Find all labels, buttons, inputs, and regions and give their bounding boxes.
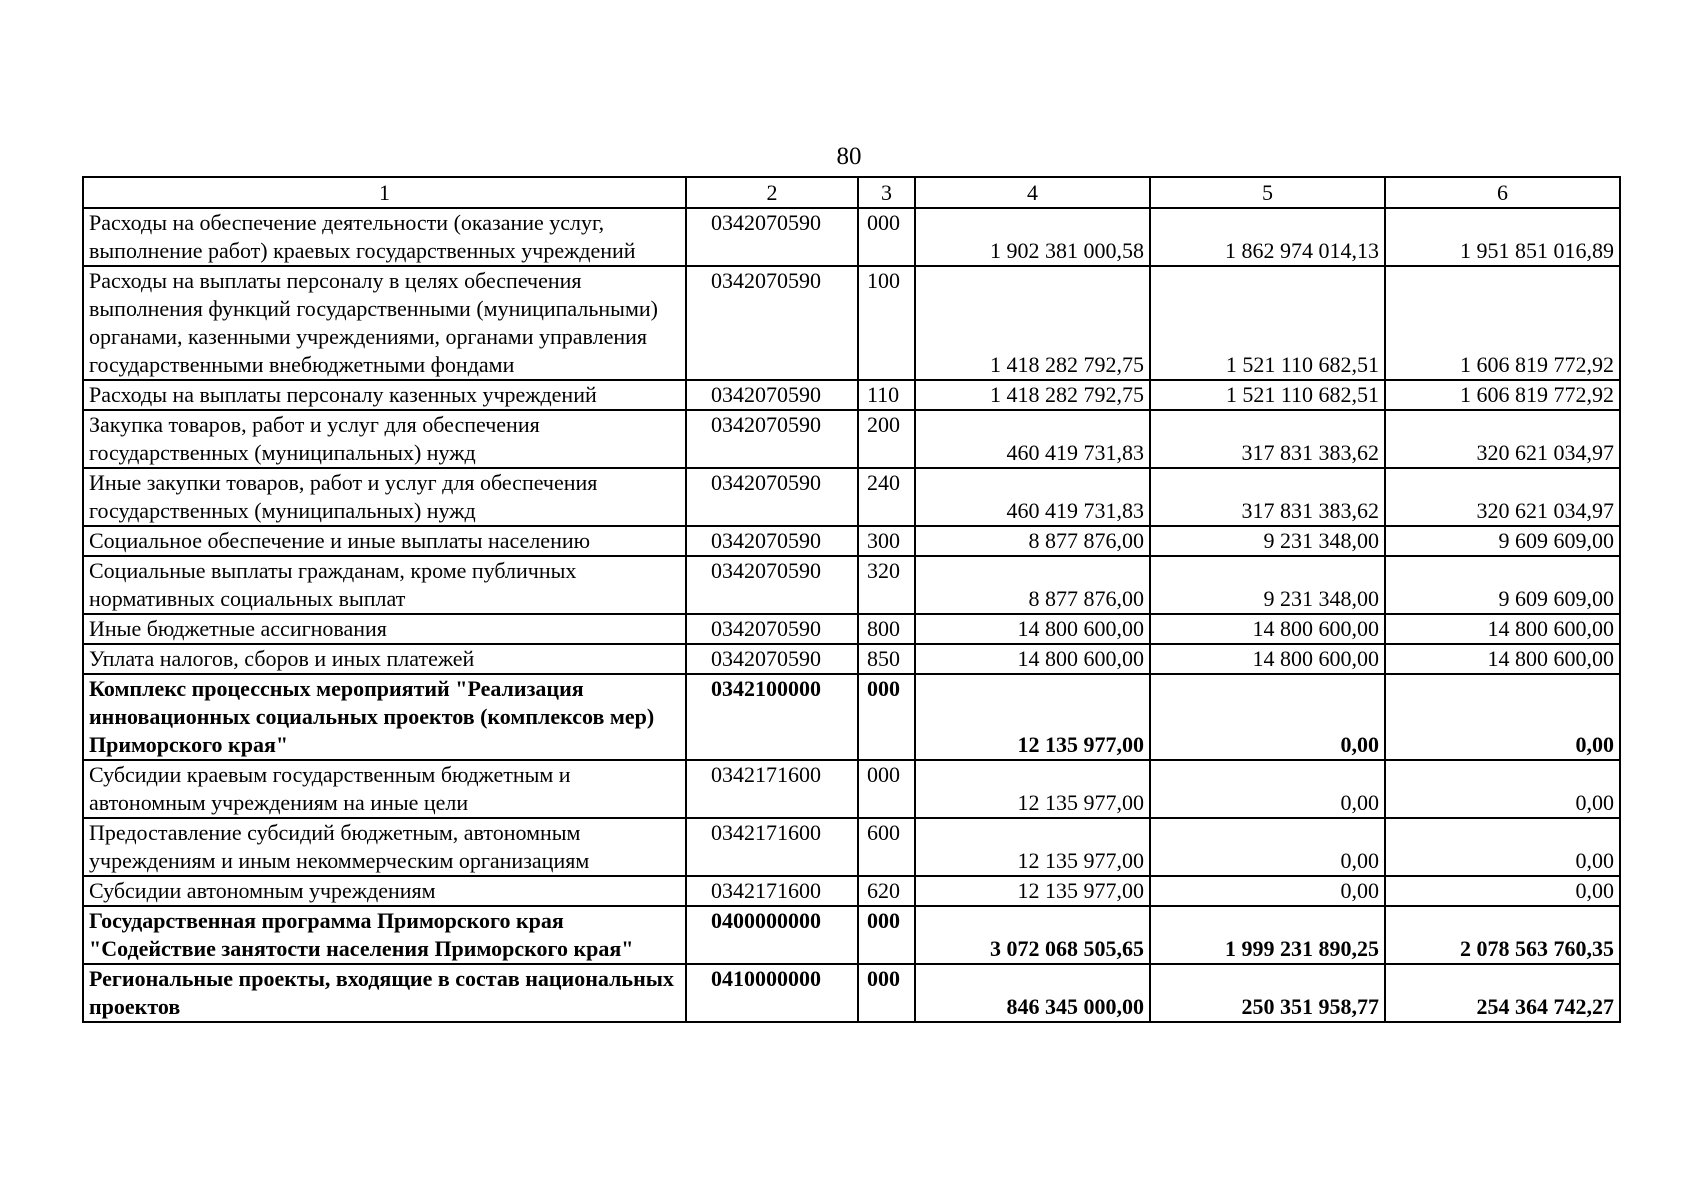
amount-col5: 317 831 383,62	[1150, 410, 1385, 468]
amount-col6: 254 364 742,27	[1385, 964, 1620, 1022]
table-row-total	[83, 906, 1620, 964]
row-name: Социальные выплаты гражданам, кроме публичных нормативных социальных выплат	[83, 556, 686, 614]
row-name: Уплата налогов, сборов и иных платежей	[83, 644, 686, 674]
table-row	[83, 526, 1620, 556]
target-article-code: 0342070590	[686, 380, 858, 410]
row-name: Иные закупки товаров, работ и услуг для обеспечения государственных (муниципальных) нужд	[83, 468, 686, 526]
table-row	[83, 614, 1620, 644]
expense-type-code: 850	[858, 644, 915, 674]
amount-col4: 8 877 876,00	[915, 526, 1150, 556]
header-cell-2: 2	[686, 177, 858, 208]
row-name: Расходы на выплаты персоналу в целях обеспечения выполнения функций государственными (муниципальными) органами, казенными учреждениями, органами управления государственными внебюджетными фондами	[83, 266, 686, 380]
target-article-code: 0342171600	[686, 760, 858, 818]
row-name: Субсидии автономным учреждениям	[83, 876, 686, 906]
target-article-code: 0342070590	[686, 410, 858, 468]
table-row	[83, 644, 1620, 674]
row-name: Социальное обеспечение и иные выплаты населению	[83, 526, 686, 556]
target-article-code: 0342070590	[686, 208, 858, 266]
expense-type-code: 000	[858, 760, 915, 818]
expense-type-code: 620	[858, 876, 915, 906]
row-name: Расходы на выплаты персоналу казенных учреждений	[83, 380, 686, 410]
row-name: Расходы на обеспечение деятельности (оказание услуг, выполнение работ) краевых государственных учреждений	[83, 208, 686, 266]
amount-col5: 0,00	[1150, 876, 1385, 906]
amount-col5: 1 521 110 682,51	[1150, 380, 1385, 410]
header-cell-4: 4	[915, 177, 1150, 208]
header-row	[83, 177, 1620, 208]
amount-col4: 1 418 282 792,75	[915, 266, 1150, 380]
amount-col6: 0,00	[1385, 674, 1620, 760]
target-article-code: 0342171600	[686, 818, 858, 876]
target-article-code: 0342070590	[686, 644, 858, 674]
expense-type-code: 000	[858, 674, 915, 760]
amount-col6: 9 609 609,00	[1385, 556, 1620, 614]
expense-type-code: 320	[858, 556, 915, 614]
amount-col5: 0,00	[1150, 818, 1385, 876]
amount-col4: 460 419 731,83	[915, 468, 1150, 526]
amount-col4: 1 418 282 792,75	[915, 380, 1150, 410]
target-article-code: 0342100000	[686, 674, 858, 760]
amount-col4: 12 135 977,00	[915, 818, 1150, 876]
amount-col6: 2 078 563 760,35	[1385, 906, 1620, 964]
amount-col6: 0,00	[1385, 760, 1620, 818]
header-cell-6: 6	[1385, 177, 1620, 208]
expense-type-code: 600	[858, 818, 915, 876]
amount-col4: 12 135 977,00	[915, 674, 1150, 760]
row-name: Субсидии краевым государственным бюджетным и автономным учреждениям на иные цели	[83, 760, 686, 818]
amount-col5: 14 800 600,00	[1150, 614, 1385, 644]
target-article-code: 0342070590	[686, 526, 858, 556]
amount-col4: 12 135 977,00	[915, 876, 1150, 906]
amount-col6: 14 800 600,00	[1385, 614, 1620, 644]
amount-col5: 317 831 383,62	[1150, 468, 1385, 526]
amount-col6: 320 621 034,97	[1385, 468, 1620, 526]
expense-type-code: 000	[858, 964, 915, 1022]
amount-col4: 846 345 000,00	[915, 964, 1150, 1022]
amount-col4: 14 800 600,00	[915, 644, 1150, 674]
amount-col4: 14 800 600,00	[915, 614, 1150, 644]
amount-col4: 8 877 876,00	[915, 556, 1150, 614]
expense-type-code: 300	[858, 526, 915, 556]
budget-table	[82, 176, 1621, 1023]
header-cell-3: 3	[858, 177, 915, 208]
amount-col5: 9 231 348,00	[1150, 556, 1385, 614]
amount-col6: 9 609 609,00	[1385, 526, 1620, 556]
amount-col5: 1 862 974 014,13	[1150, 208, 1385, 266]
table-row-total	[83, 674, 1620, 760]
expense-type-code: 200	[858, 410, 915, 468]
row-name: Иные бюджетные ассигнования	[83, 614, 686, 644]
amount-col4: 3 072 068 505,65	[915, 906, 1150, 964]
row-name: Закупка товаров, работ и услуг для обеспечения государственных (муниципальных) нужд	[83, 410, 686, 468]
header-cell-5: 5	[1150, 177, 1385, 208]
table-row	[83, 380, 1620, 410]
target-article-code: 0342070590	[686, 556, 858, 614]
amount-col6: 1 606 819 772,92	[1385, 380, 1620, 410]
amount-col5: 14 800 600,00	[1150, 644, 1385, 674]
amount-col5: 1 999 231 890,25	[1150, 906, 1385, 964]
table-row	[83, 410, 1620, 468]
table-row	[83, 208, 1620, 266]
amount-col4: 460 419 731,83	[915, 410, 1150, 468]
amount-col4: 1 902 381 000,58	[915, 208, 1150, 266]
table-row	[83, 876, 1620, 906]
amount-col6: 1 606 819 772,92	[1385, 266, 1620, 380]
amount-col5: 0,00	[1150, 760, 1385, 818]
table-row	[83, 468, 1620, 526]
expense-type-code: 800	[858, 614, 915, 644]
row-name: Предоставление субсидий бюджетным, автономным учреждениям и иным некоммерческим организациям	[83, 818, 686, 876]
amount-col6: 0,00	[1385, 818, 1620, 876]
target-article-code: 0400000000	[686, 906, 858, 964]
table-row	[83, 266, 1620, 380]
amount-col5: 0,00	[1150, 674, 1385, 760]
amount-col5: 1 521 110 682,51	[1150, 266, 1385, 380]
table-row-total	[83, 964, 1620, 1022]
expense-type-code: 000	[858, 906, 915, 964]
expense-type-code: 100	[858, 266, 915, 380]
target-article-code: 0342070590	[686, 614, 858, 644]
row-name: Региональные проекты, входящие в состав национальных проектов	[83, 964, 686, 1022]
table-row	[83, 556, 1620, 614]
amount-col5: 250 351 958,77	[1150, 964, 1385, 1022]
amount-col5: 9 231 348,00	[1150, 526, 1385, 556]
table-row	[83, 760, 1620, 818]
row-name: Комплекс процессных мероприятий "Реализация инновационных социальных проектов (комплексов мер) Приморского края"	[83, 674, 686, 760]
amount-col6: 0,00	[1385, 876, 1620, 906]
target-article-code: 0342070590	[686, 266, 858, 380]
amount-col6: 14 800 600,00	[1385, 644, 1620, 674]
expense-type-code: 110	[858, 380, 915, 410]
table-row	[83, 818, 1620, 876]
expense-type-code: 000	[858, 208, 915, 266]
target-article-code: 0410000000	[686, 964, 858, 1022]
header-cell-1: 1	[83, 177, 686, 208]
amount-col4: 12 135 977,00	[915, 760, 1150, 818]
page-number: 80	[836, 143, 862, 170]
row-name: Государственная программа Приморского края "Содействие занятости населения Приморского края"	[83, 906, 686, 964]
expense-type-code: 240	[858, 468, 915, 526]
amount-col6: 320 621 034,97	[1385, 410, 1620, 468]
target-article-code: 0342171600	[686, 876, 858, 906]
amount-col6: 1 951 851 016,89	[1385, 208, 1620, 266]
target-article-code: 0342070590	[686, 468, 858, 526]
